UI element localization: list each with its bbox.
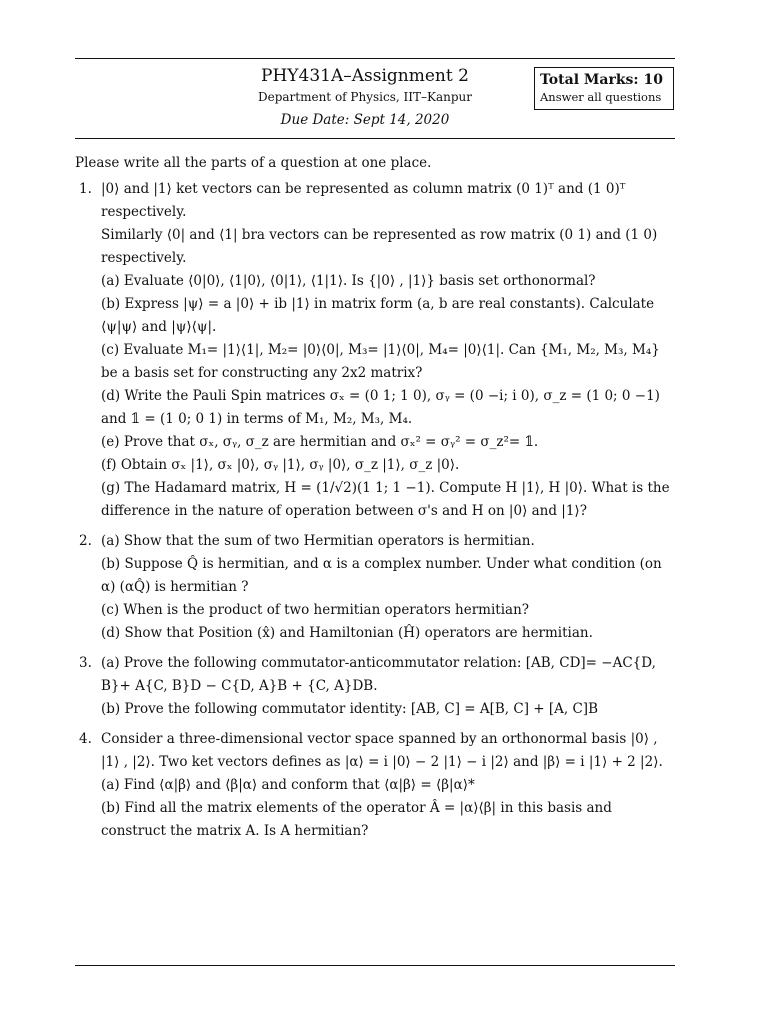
total-marks: Total Marks: 10 [540, 72, 663, 88]
bottom-rule [75, 965, 675, 966]
due-date: Due Date: Sept 14, 2020 [280, 112, 450, 128]
question-part: (b) Prove the following commutator identity: [AB, C] = A[B, C] + [A, C]B [101, 701, 598, 717]
question-part: (c) When is the product of two hermitian operators hermitian? [101, 602, 530, 618]
question-part: (f) Obtain σₓ |1⟩, σₓ |0⟩, σᵧ |1⟩, σᵧ |0⟩, σ_z |1⟩, σ_z |0⟩. [101, 457, 460, 473]
question-number: 3. [79, 655, 92, 671]
question-text: |0⟩ and |1⟩ ket vectors can be represented as column matrix (0 1)ᵀ and (1 0)ᵀ respectively. [101, 181, 626, 220]
question-2 [75, 530, 677, 645]
question-3 [75, 652, 677, 721]
question-part: (b) Suppose Q̂ is hermitian, and α is a complex number. Under what condition (on α) (αQ̂) is hermitian ? [101, 556, 662, 595]
total-marks-box [534, 67, 674, 110]
question-part: (a) Show that the sum of two Hermitian operators is hermitian. [101, 533, 535, 549]
question-part: (e) Prove that σₓ, σᵧ, σ_z are hermitian and σₓ² = σᵧ² = σ_z²= 𝟙. [101, 434, 539, 450]
question-part: (a) Find ⟨α|β⟩ and ⟨β|α⟩ and conform that ⟨α|β⟩ = ⟨β|α⟩* [101, 777, 475, 793]
question-part: (a) Prove the following commutator-anticommutator relation: [AB, CD]= −AC{D, B}+ A{C, B}D − C{D, A}B + {C, A}DB. [101, 655, 656, 694]
question-part: (g) The Hadamard matrix, H = (1/√2)(1 1; 1 −1). Compute H |1⟩, H |0⟩. What is the difference in the nature of operation between σ's and H on |0⟩ and |1⟩? [101, 480, 670, 519]
department: Department of Physics, IIT–Kanpur [257, 90, 472, 104]
question-part: (d) Write the Pauli Spin matrices σₓ = (0 1; 1 0), σᵧ = (0 −i; i 0), σ_z = (1 0; 0 −1) and 𝟙 = (1 0; 0 1) in terms of M₁, M₂, M₃, M₄. [101, 388, 660, 427]
question-text: Consider a three-dimensional vector space spanned by an orthonormal basis |0⟩ , |1⟩ , |2⟩. Two ket vectors defines as |α⟩ = i |0⟩ − 2 |1⟩ − i |2⟩ and |β⟩ = i |1⟩ + 2 |2⟩. [101, 731, 663, 770]
question-part: (c) Evaluate M₁= |1⟩⟨1|, M₂= |0⟩⟨0|, M₃= |1⟩⟨0|, M₄= |0⟩⟨1|. Can {M₁, M₂, M₃, M₄} be a basis set for constructing any 2x2 matrix? [101, 342, 660, 381]
question-part: (b) Express |ψ⟩ = a |0⟩ + ib |1⟩ in matrix form (a, b are real constants). Calculate ⟨ψ|ψ⟩ and |ψ⟩⟨ψ|. [101, 296, 655, 335]
question-1 [75, 178, 677, 523]
header-divider [75, 138, 675, 139]
top-rule [75, 58, 675, 59]
assignment-title: PHY431A–Assignment 2 [261, 66, 469, 86]
marks-note: Answer all questions [540, 90, 662, 104]
question-4 [75, 728, 677, 843]
question-part: (d) Show that Position (x̂) and Hamiltonian (Ĥ) operators are hermitian. [101, 625, 593, 641]
question-number: 2. [79, 533, 92, 549]
question-number: 1. [79, 181, 92, 197]
question-number: 4. [79, 731, 92, 747]
intro-text: Please write all the parts of a question at one place. [75, 155, 432, 171]
assignment-body [75, 152, 677, 850]
question-part: (a) Evaluate ⟨0|0⟩, ⟨1|0⟩, ⟨0|1⟩, ⟨1|1⟩. Is {|0⟩ , |1⟩} basis set orthonormal? [101, 273, 596, 289]
question-text: Similarly ⟨0| and ⟨1| bra vectors can be represented as row matrix (0 1) and (1 0) respectively. [101, 227, 658, 266]
question-part: (b) Find all the matrix elements of the operator Â = |α⟩⟨β| in this basis and construct the matrix A. Is A hermitian? [101, 800, 612, 839]
